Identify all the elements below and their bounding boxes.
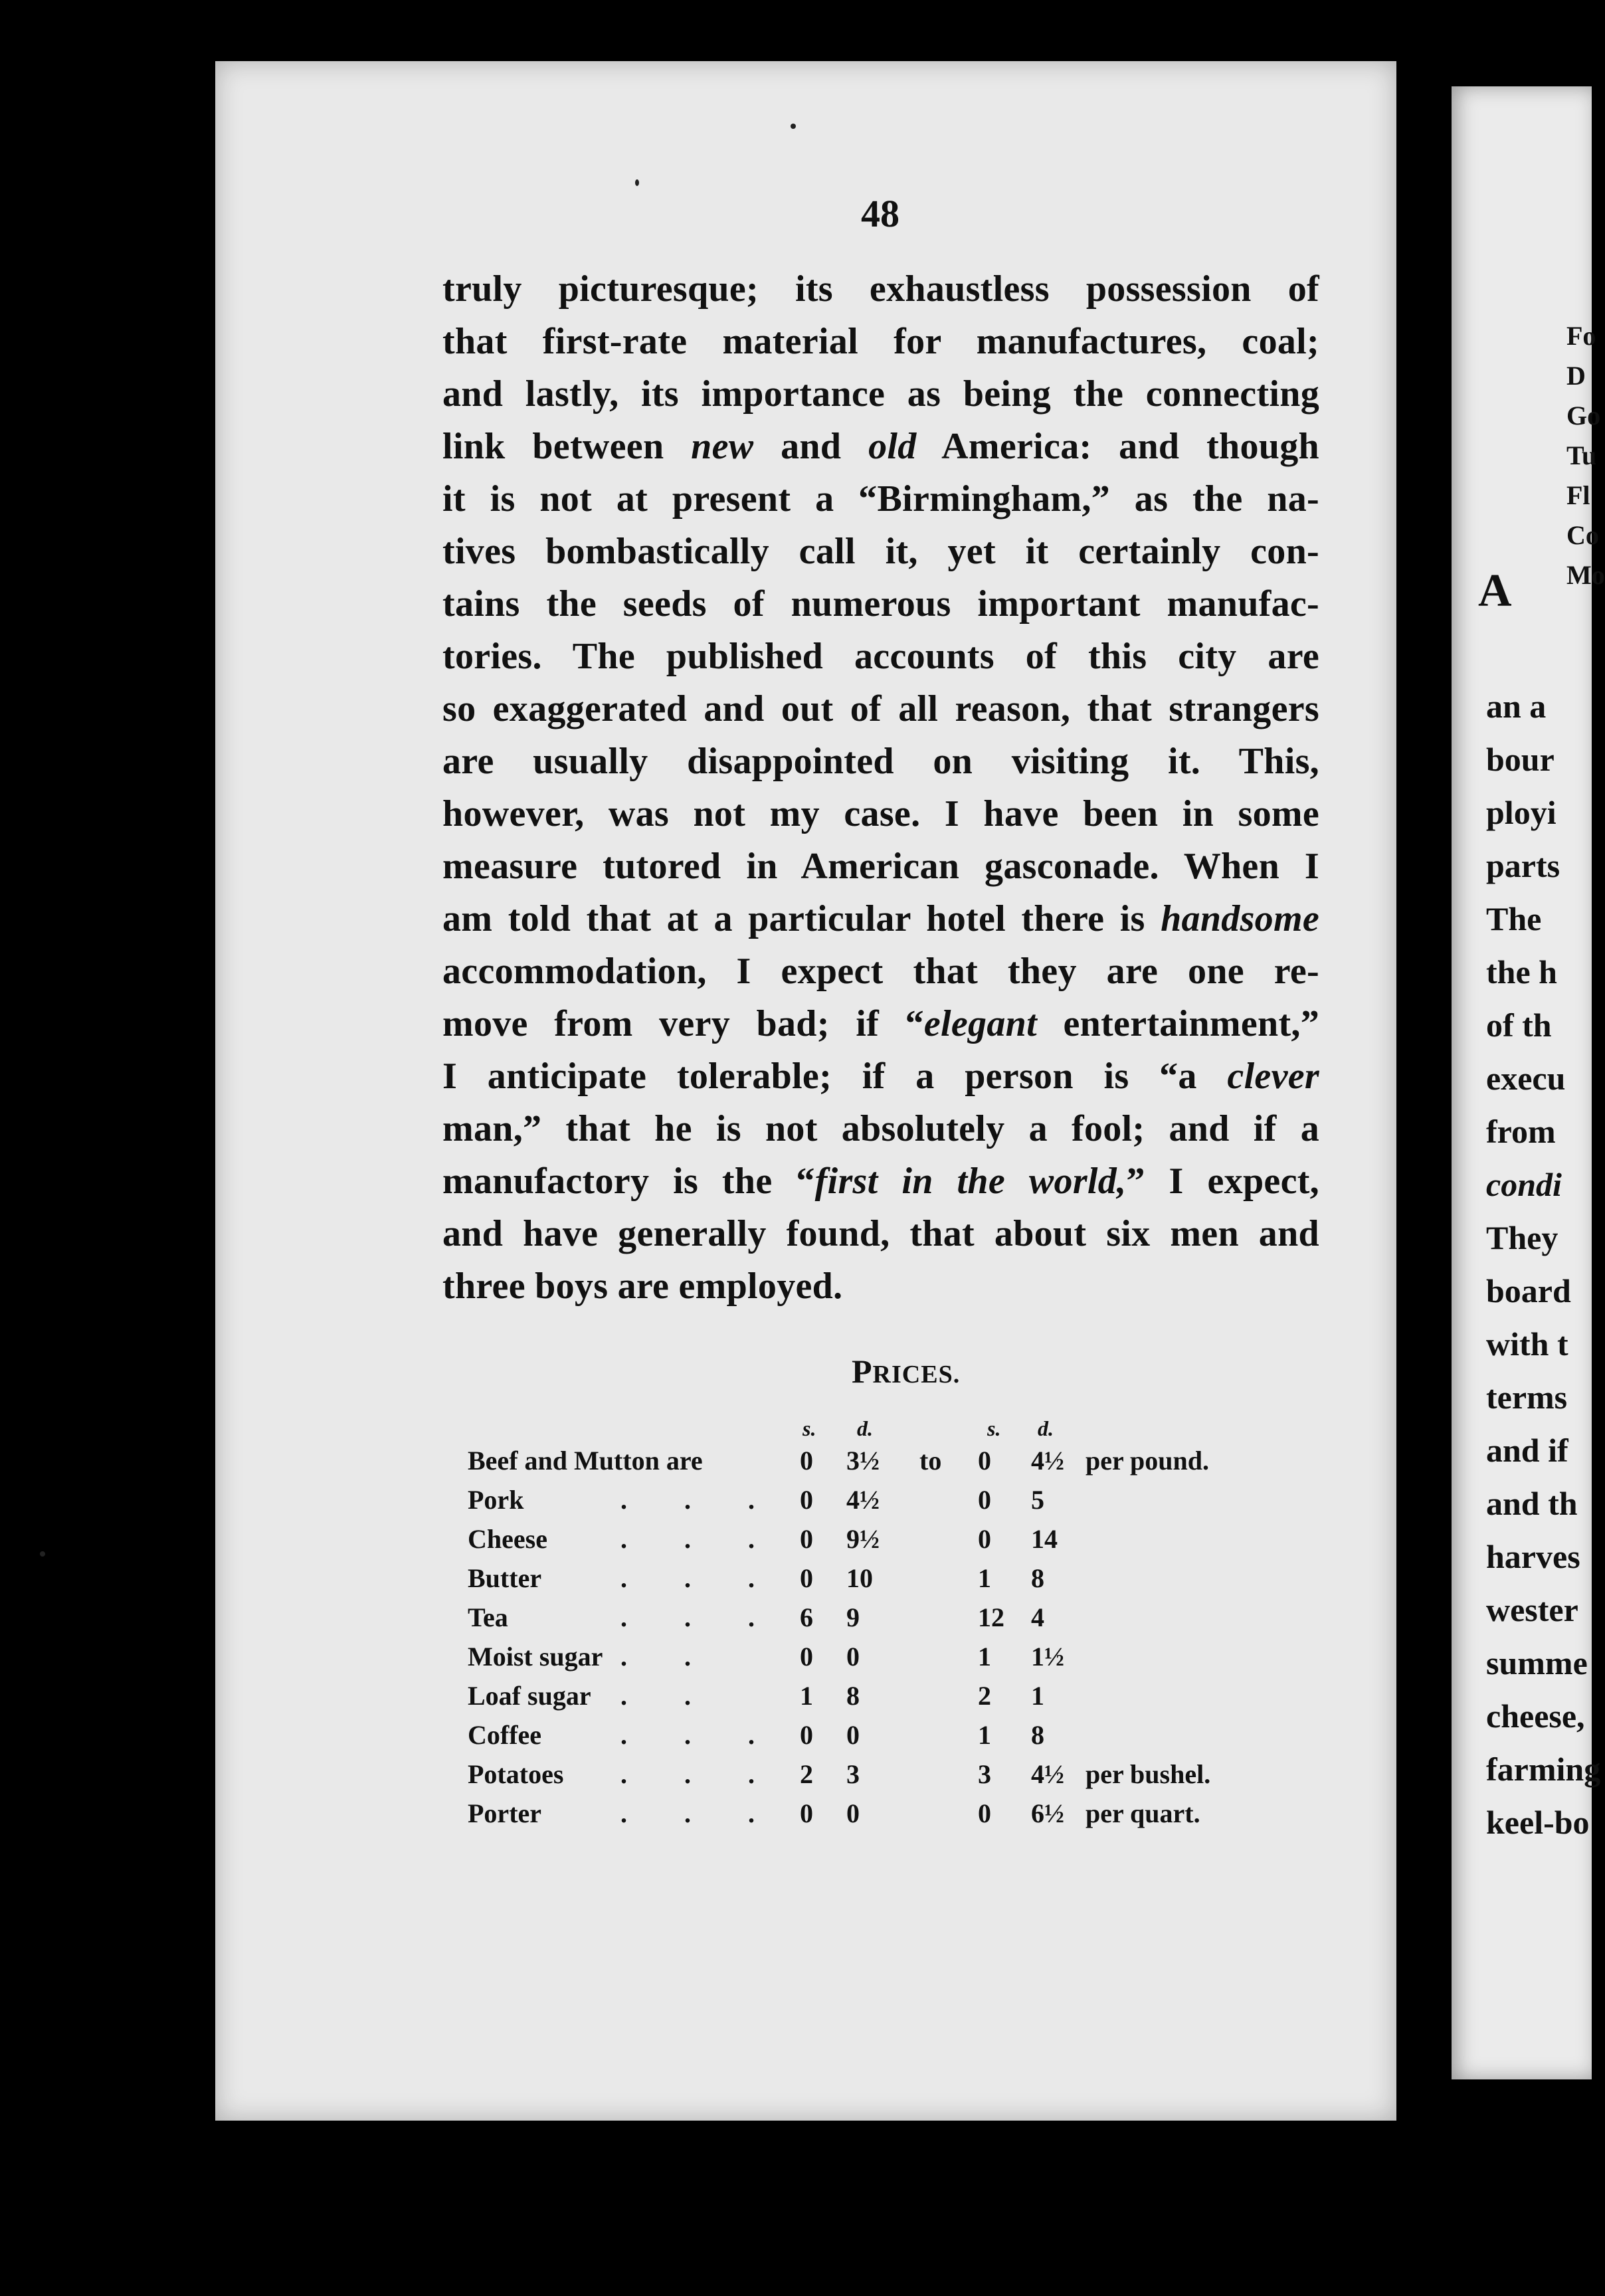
price-shillings-low: 0 bbox=[800, 1720, 813, 1750]
right-page-line: from bbox=[1486, 1113, 1556, 1150]
price-item: Porter bbox=[468, 1798, 542, 1828]
price-shillings-high: 0 bbox=[978, 1524, 991, 1554]
text-line: link between new and old America: and though bbox=[442, 426, 1319, 467]
price-item: Moist sugar bbox=[468, 1642, 603, 1672]
price-shillings-high: 1 bbox=[978, 1642, 991, 1672]
print-speck bbox=[791, 124, 796, 129]
right-page-line: the h bbox=[1486, 953, 1557, 991]
price-shillings-high: 1 bbox=[978, 1563, 991, 1593]
right-page-line: They bbox=[1486, 1219, 1558, 1256]
right-page-line: parts bbox=[1486, 847, 1560, 884]
price-pence-low: 3½ bbox=[846, 1446, 880, 1476]
text-line: so exaggerated and out of all reason, that strangers bbox=[442, 688, 1319, 729]
price-shillings-low: 0 bbox=[800, 1524, 813, 1554]
dot-leaders: . . . bbox=[620, 1798, 780, 1828]
price-pence-low: 0 bbox=[846, 1720, 860, 1750]
price-item: Butter bbox=[468, 1563, 542, 1593]
text-line: measure tutored in American gasconade. When I bbox=[442, 846, 1319, 887]
right-page-line: The bbox=[1486, 900, 1542, 937]
right-page-item: Tu bbox=[1566, 440, 1597, 470]
price-pence-low: 0 bbox=[846, 1798, 860, 1828]
price-shillings-low: 0 bbox=[800, 1485, 813, 1515]
price-shillings-high: 12 bbox=[978, 1602, 1004, 1632]
price-shillings-high: 1 bbox=[978, 1720, 991, 1750]
price-item: Pork bbox=[468, 1485, 524, 1515]
price-shillings-low: 6 bbox=[800, 1602, 813, 1632]
dot-leaders: . . bbox=[620, 1681, 716, 1711]
print-speck bbox=[635, 179, 639, 186]
dot-leaders: . . . bbox=[620, 1759, 780, 1789]
price-pence-high: 4½ bbox=[1031, 1759, 1064, 1789]
right-page-line: terms bbox=[1486, 1379, 1568, 1416]
text-line: and have generally found, that about six men and bbox=[442, 1213, 1319, 1254]
text-line: truly picturesque; its exhaustless possession of bbox=[442, 268, 1319, 310]
text-line: tives bombastically call it, yet it certainly con- bbox=[442, 531, 1319, 572]
price-to: to bbox=[919, 1446, 942, 1476]
price-pence-high: 1½ bbox=[1031, 1642, 1064, 1672]
text-line: are usually disappointed on visiting it. This, bbox=[442, 741, 1319, 782]
right-page-item: Mo bbox=[1566, 560, 1605, 590]
price-item: Loaf sugar bbox=[468, 1681, 591, 1711]
text-line: I anticipate tolerable; if a person is “a clever bbox=[442, 1056, 1319, 1097]
price-unit: per bushel. bbox=[1086, 1759, 1211, 1789]
right-page-item: Co bbox=[1566, 520, 1599, 550]
text-line: tories. The published accounts of this city are bbox=[442, 636, 1319, 677]
right-page-line: with t bbox=[1486, 1325, 1568, 1363]
text-line: however, was not my case. I have been in some bbox=[442, 793, 1319, 834]
right-page-item: Fl bbox=[1566, 480, 1590, 510]
price-shillings-high: 3 bbox=[978, 1759, 991, 1789]
price-pence-low: 8 bbox=[846, 1681, 860, 1711]
price-shillings-low: 0 bbox=[800, 1642, 813, 1672]
price-item: Cheese bbox=[468, 1524, 547, 1554]
right-page-line: of th bbox=[1486, 1006, 1552, 1044]
price-shillings-high: 2 bbox=[978, 1681, 991, 1711]
price-pence-high: 8 bbox=[1031, 1720, 1044, 1750]
dot-leaders: . . . bbox=[620, 1720, 780, 1750]
prices-heading: PRICES. bbox=[852, 1353, 961, 1390]
text-line: tains the seeds of numerous important manufac- bbox=[442, 583, 1319, 624]
price-shillings-high: 0 bbox=[978, 1446, 991, 1476]
dot-leaders: . . . bbox=[620, 1485, 780, 1515]
price-shillings-low: 1 bbox=[800, 1681, 813, 1711]
text-line: man,” that he is not absolutely a fool; and if a bbox=[442, 1108, 1319, 1149]
price-unit: per quart. bbox=[1086, 1798, 1200, 1828]
right-page-line: bour bbox=[1486, 741, 1555, 778]
right-page-line: board bbox=[1486, 1272, 1571, 1309]
text-line: three boys are employed. bbox=[442, 1266, 843, 1307]
right-page-line: summe bbox=[1486, 1644, 1588, 1681]
text-line: it is not at present a “Birmingham,” as the na- bbox=[442, 478, 1319, 520]
page-number: 48 bbox=[861, 192, 899, 235]
pence-header: d. bbox=[857, 1416, 873, 1440]
shillings-header: s. bbox=[987, 1416, 1001, 1440]
text-line: move from very bad; if “elegant entertainment,” bbox=[442, 1003, 1319, 1044]
price-item: Coffee bbox=[468, 1720, 542, 1750]
price-pence-high: 5 bbox=[1031, 1485, 1044, 1515]
price-shillings-low: 0 bbox=[800, 1446, 813, 1476]
right-page-line: wester bbox=[1486, 1591, 1578, 1628]
price-item: Beef and Mutton are bbox=[468, 1446, 703, 1476]
right-page-line: cheese, bbox=[1486, 1697, 1585, 1735]
right-page-line: condi bbox=[1486, 1166, 1562, 1203]
price-pence-low: 9½ bbox=[846, 1524, 880, 1554]
dot-leaders: . . . bbox=[620, 1563, 780, 1593]
shillings-header: s. bbox=[802, 1416, 816, 1440]
text-line: and lastly, its importance as being the connecting bbox=[442, 373, 1319, 415]
right-page-line: A bbox=[1478, 565, 1512, 617]
text-line: am told that at a particular hotel there is handsome bbox=[442, 898, 1319, 939]
right-page-line: and if bbox=[1486, 1432, 1568, 1469]
right-page-line: keel-bo bbox=[1486, 1804, 1590, 1841]
price-shillings-low: 0 bbox=[800, 1798, 813, 1828]
right-page-line: and th bbox=[1486, 1485, 1578, 1522]
dot-leaders: . . . bbox=[620, 1602, 780, 1632]
right-page-item: D bbox=[1566, 361, 1586, 391]
price-pence-low: 10 bbox=[846, 1563, 873, 1593]
price-pence-low: 0 bbox=[846, 1642, 860, 1672]
right-page-line: execu bbox=[1486, 1060, 1566, 1097]
pence-header: d. bbox=[1038, 1416, 1054, 1440]
price-pence-high: 1 bbox=[1031, 1681, 1044, 1711]
dot-leaders: . . . bbox=[620, 1524, 780, 1554]
price-pence-high: 4 bbox=[1031, 1602, 1044, 1632]
price-pence-low: 3 bbox=[846, 1759, 860, 1789]
price-pence-high: 14 bbox=[1031, 1524, 1058, 1554]
price-unit: per pound. bbox=[1086, 1446, 1210, 1476]
body-text bbox=[442, 263, 1319, 1313]
price-pence-high: 6½ bbox=[1031, 1798, 1064, 1828]
right-page-item: Go bbox=[1566, 401, 1601, 430]
price-item: Potatoes bbox=[468, 1759, 564, 1789]
price-pence-low: 9 bbox=[846, 1602, 860, 1632]
price-shillings-high: 0 bbox=[978, 1485, 991, 1515]
right-page-line: ployi bbox=[1486, 794, 1557, 831]
right-page-line: harves bbox=[1486, 1538, 1580, 1575]
price-item: Tea bbox=[468, 1602, 508, 1632]
dot-leaders: . . bbox=[620, 1642, 716, 1672]
price-shillings-low: 2 bbox=[800, 1759, 813, 1789]
right-page-line: an a bbox=[1486, 688, 1547, 725]
print-speck bbox=[40, 1551, 45, 1557]
text-line: that first-rate material for manufactures, coal; bbox=[442, 321, 1319, 362]
right-page-line: farming bbox=[1486, 1751, 1601, 1788]
price-pence-high: 8 bbox=[1031, 1563, 1044, 1593]
text-line: accommodation, I expect that they are one re- bbox=[442, 951, 1319, 992]
price-pence-high: 4½ bbox=[1031, 1446, 1064, 1476]
price-shillings-low: 0 bbox=[800, 1563, 813, 1593]
price-pence-low: 4½ bbox=[846, 1485, 880, 1515]
price-shillings-high: 0 bbox=[978, 1798, 991, 1828]
text-line: manufactory is the “first in the world,” I expect, bbox=[442, 1161, 1319, 1202]
right-page-item: Fo bbox=[1566, 321, 1596, 351]
